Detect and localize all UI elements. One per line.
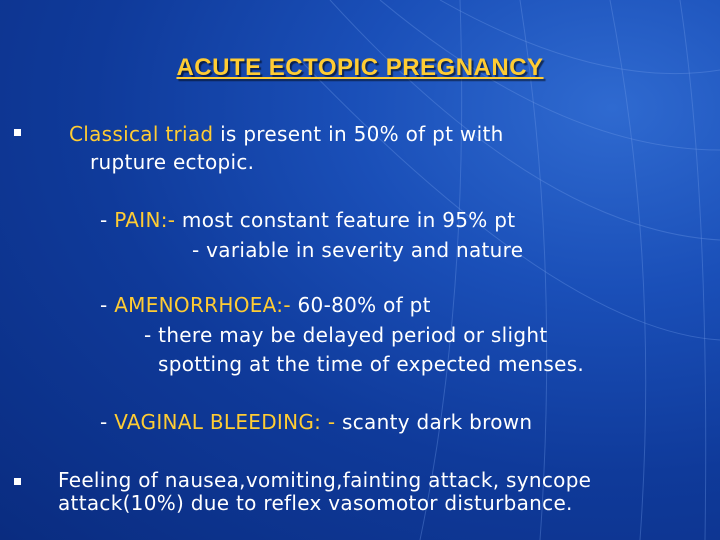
pain-text: most constant feature in 95% pt: [175, 208, 516, 232]
bullet1-line2: rupture ectopic.: [90, 150, 255, 174]
bullet2-line2: attack(10%) due to reflex vasomotor disturbance.: [58, 491, 573, 515]
bleeding-dash: -: [100, 410, 115, 434]
bullet-marker: [14, 478, 21, 485]
pain-line: [100, 207, 515, 233]
bleeding-line: [100, 409, 532, 435]
amenorrhoea-cont2: spotting at the time of expected menses.: [158, 352, 585, 376]
bleeding-text: scanty dark brown: [335, 410, 533, 434]
bullet1-line1: [69, 121, 504, 147]
amenorrhoea-line: [100, 292, 431, 318]
bleeding-label: VAGINAL BLEEDING: -: [114, 410, 336, 434]
pain-label: PAIN:-: [114, 208, 176, 232]
classical-triad-label: Classical triad: [69, 122, 214, 146]
amenorrhoea-cont1: - there may be delayed period or slight: [144, 323, 548, 347]
amenorrhoea-dash: -: [100, 293, 115, 317]
slide-title: ACUTE ECTOPIC PREGNANCY: [176, 54, 544, 81]
amenorrhoea-text: 60-80% of pt: [290, 293, 431, 317]
pain-cont: - variable in severity and nature: [192, 238, 524, 262]
bullet2-line1: Feeling of nausea,vomiting,fainting attack, syncope: [58, 468, 592, 492]
bullet-marker: [14, 129, 21, 136]
amenorrhoea-label: AMENORRHOEA:-: [114, 293, 291, 317]
bullet1-text: is present in 50% of pt with: [213, 122, 504, 146]
pain-dash: -: [100, 208, 115, 232]
